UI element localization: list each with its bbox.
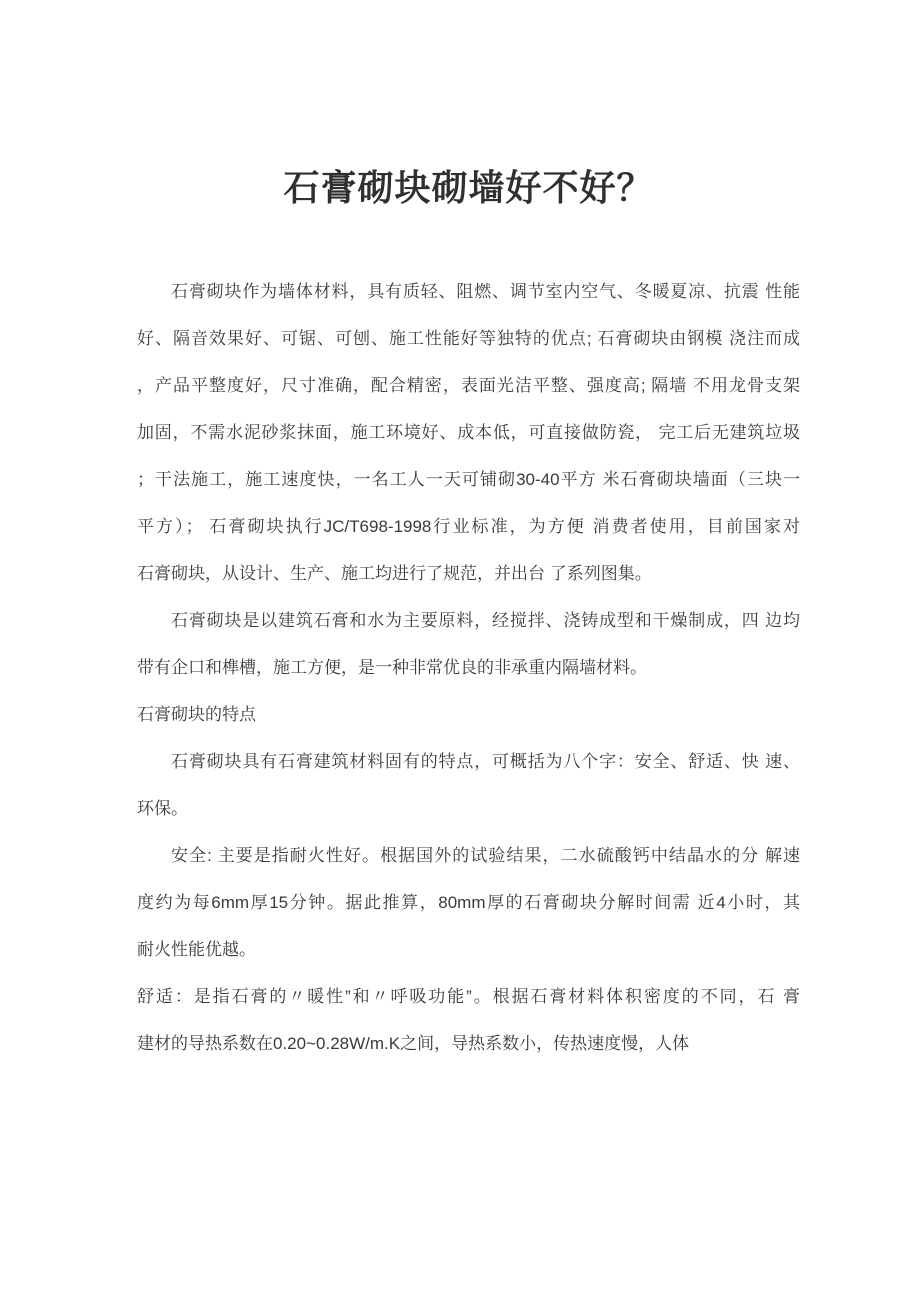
text-line: 石膏砌块具有石膏建筑材料固有的特点，可概括为八个字：安全、舒适、快 速、	[171, 752, 800, 771]
text-line: 石膏砌块是以建筑石膏和水为主要原料，经搅拌、浇铸成型和干燥制成，四 边均	[171, 611, 800, 630]
text-line: 舒适：是指石膏的〃暖性”和〃呼吸功能”。根据石膏材料体积密度的不同，石 膏	[137, 987, 800, 1006]
paragraph	[137, 597, 800, 691]
paragraph	[137, 973, 800, 1067]
text-line: ；干法施工，施工速度快，一名工人一天可铺砌30-40平方 米石膏砌块墙面（三块一	[137, 470, 800, 489]
text-line: 环保。	[137, 799, 188, 818]
page-title: 石膏砌块砌墙好不好？	[283, 167, 654, 208]
text-line: 石膏砌块的特点	[137, 705, 256, 724]
text-line: 石膏砌块，从设计、生产、施工均进行了规范，并出台 了系列图集。	[137, 564, 652, 583]
text-line: 好、隔音效果好、可锯、可刨、施工性能好等独特的优点; 石膏砌块由钢模 浇注而成	[137, 329, 800, 348]
section-heading	[137, 691, 800, 738]
paragraph	[137, 832, 800, 973]
text-line: 安全: 主要是指耐火性好。根据国外的试验结果，二水硫酸钙中结晶水的分 解速	[171, 846, 800, 865]
text-line: 耐火性能优越。	[137, 940, 256, 959]
text-line: 石膏砌块作为墙体材料，具有质轻、阻燃、调节室内空气、冬暖夏凉、抗震 性能	[171, 282, 800, 301]
document-body	[137, 268, 800, 1067]
text-line: 度约为每6mm厚15分钟。据此推算，80mm厚的石膏砌块分解时间需 近4小时，其	[137, 893, 800, 912]
paragraph	[137, 268, 800, 597]
text-line: ，产品平整度好，尺寸准确，配合精密，表面光洁平整、强度高; 隔墙 不用龙骨支架	[137, 376, 800, 395]
text-line: 建材的导热系数在0.20~0.28W/m.K之间，导热系数小，传热速度慢，人体	[137, 1034, 690, 1053]
paragraph	[137, 738, 800, 832]
text-line: 平方）； 石膏砌块执行JC/T698-1998行业标准，为方便 消费者使用，目前国家对	[137, 517, 800, 536]
text-line: 带有企口和榫槽，施工方便，是一种非常优良的非承重内隔墙材料。	[137, 658, 647, 677]
text-line: 加固，不需水泥砂浆抹面，施工环境好、成本低，可直接做防瓷， 完工后无建筑垃圾	[137, 423, 800, 442]
